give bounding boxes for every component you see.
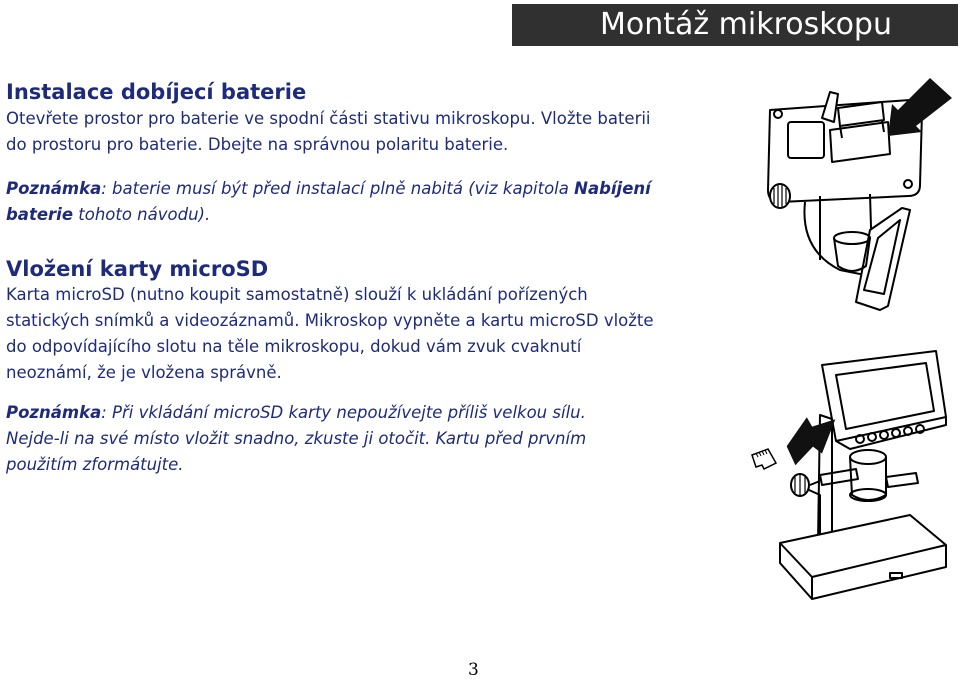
battery-paragraph	[6, 106, 651, 158]
battery-heading: Instalace dobíjecí baterie	[6, 80, 307, 104]
page-title: Montáž mikroskopu	[600, 7, 892, 42]
microsd-card-icon	[752, 449, 776, 469]
header-bar	[512, 4, 958, 46]
microscope-microsd-illustration	[740, 345, 950, 630]
microsd-heading: Vložení karty microSD	[6, 257, 269, 281]
battery-note-ref-2: baterie	[6, 205, 74, 224]
battery-note-line-2	[6, 202, 651, 228]
microsd-line-2: statických snímků a videozáznamů. Mikroskop vypněte a kartu microSD vložte	[6, 311, 654, 330]
battery-line-2: do prostoru pro baterie. Dbejte na správnou polaritu baterie.	[6, 135, 509, 154]
microsd-line-4: neoznámí, že je vložena správně.	[6, 363, 282, 382]
battery-note-ref-1: Nabíjení	[574, 179, 651, 198]
microsd-note-text-1: : Při vkládání microSD karty nepoužívejte příliš velkou sílu.	[101, 403, 586, 422]
microsd-note	[6, 400, 586, 478]
battery-line-1: Otevřete prostor pro baterie ve spodní části stativu mikroskopu. Vložte baterii	[6, 109, 651, 128]
microsd-line-3: do odpovídajícího slotu na těle mikroskopu, dokud vám zvuk cvaknutí	[6, 337, 582, 356]
microsd-note-line-1	[6, 400, 586, 426]
microsd-paragraph	[6, 282, 654, 386]
battery-note-text-1: : baterie musí být před instalací plně nabitá (viz kapitola	[101, 179, 575, 198]
page-number: 3	[468, 660, 479, 680]
battery-note-line-1	[6, 176, 651, 202]
battery-note-text-2: tohoto návodu).	[73, 205, 211, 224]
microsd-note-line-2: Nejde-li na své místo vložit snadno, zkuste ji otočit. Kartu před prvním	[6, 429, 587, 448]
battery-compartment-illustration	[760, 70, 960, 330]
battery-note-label: Poznámka	[6, 179, 102, 198]
microsd-line-1: Karta microSD (nutno koupit samostatně) slouží k ukládání pořízených	[6, 285, 588, 304]
battery-note	[6, 176, 651, 228]
microsd-note-line-3: použitím zformátujte.	[6, 455, 184, 474]
microsd-note-label: Poznámka	[6, 403, 102, 422]
